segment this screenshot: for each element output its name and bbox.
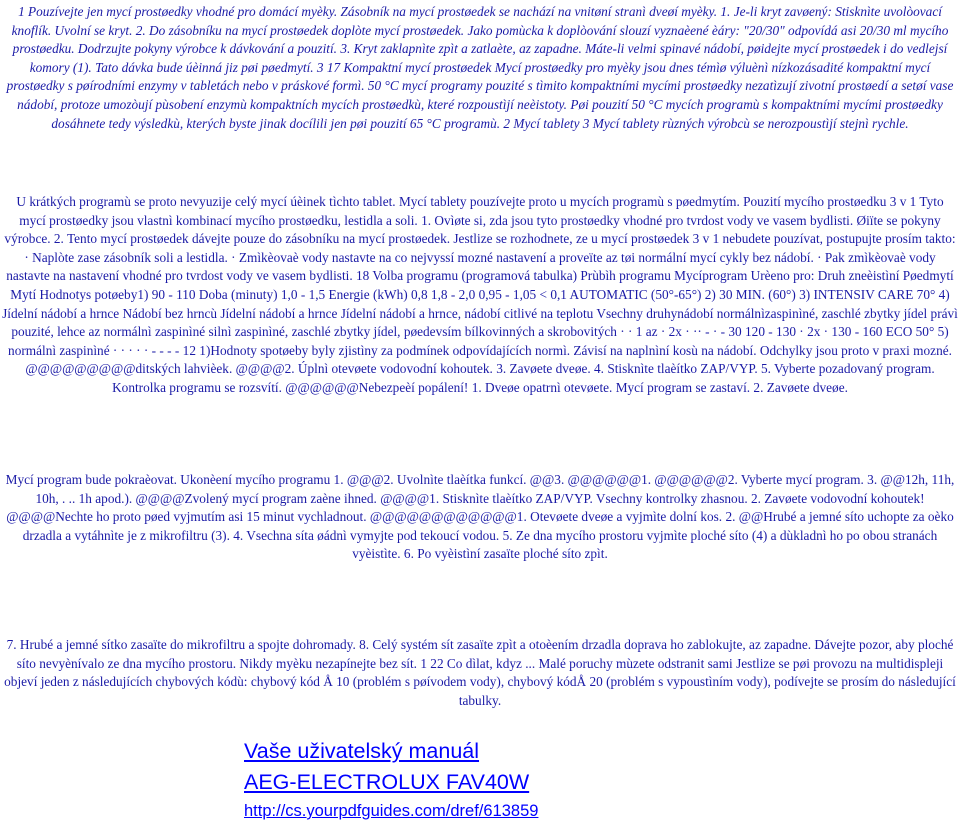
paragraph-filter-assembly-troubleshooting: 7. Hrubé a jemné sítko zasaïte do mikrofiltru a spojte dohromady. 8. Celý systém sít zasaïte zpìt a otoèením drzadla doprava ho zablokujte, az zapadne. Dávejte pozor, aby ploché síto nevyènívalo ze dna mycího prostoru. Nikdy myèku nezapínejte bez sít. 1 22 Co dìlat, kdyz ... Malé poruchy mùzete odstranit sami Jestlize se pøi provozu na multidispleji objeví jeden z následujících chybových kódù: chybový kód Å 10 (problém s pøívodem vody), chybový kódÅ 20 (problém s vypoustìním vody), podívejte se prosím do následující tabulky. <box>4 637 956 708</box>
url-link[interactable]: http://cs.yourpdfguides.com/dref/613859 <box>244 802 539 820</box>
paragraph-detergent-dispenser: 1 Pouzívejte jen mycí prostøedky vhodné pro domácí myèky. Zásobník na mycí prostøedek se nachází na vnitøní stranì dveøí myèky. 1. Je-li kryt zavøený: Stisknìte uvolòovací knoflík. Uvolní se kryt. 2. Do zásobníku na mycí prostøedek doplòte mycí prostøedek. Jako pomùcka k doplòování slouzí vyznaèené èáry: "20/30" odpovídá asi 20/30 ml mycího prostøedku. Dodrzujte pokyny výrobce k dávkování a pouzití. 3. Kryt zaklapnìte zpìt a zatlaète, az zapadne. Máte-li velmi spinavé nádobí, pøidejte mycí prostøedek i do vedlejsí komory (1). Tato dávka bude úèinná jiz pøi pøedmytí. 3 17 Kompaktní mycí prostøedek Mycí prostøedky pro myèky jsou dnes témìø výluènì nízkozásadité kompaktní mycí prostøedky s pøírodními enzymy v tabletách nebo v práskové formì. 50 °C mycí programy pouzité s tìmito kompaktními mycími prostøedky nezatìzují zivotní prostøedí a setøí vase nádobí, protoze umozòují pùsobení enzymù kompaktních mycích prostøedkù, které rozpoustìjí neèistoty. Pøi pouzití 50 °C mycích programù s kompaktními mycími prostøedky dosáhnete tedy výsledkù, kterých byste jinak docílili jen pøi pouzití 65 °C programù. 2 Mycí tablety 3 Mycí tablety rùzných výrobcù se nerozpoustìjí stejnì rychle. <box>6 4 954 131</box>
paragraph-program-end-and-filters: Mycí program bude pokraèovat. Ukonèení mycího programu 1. @@@2. Uvolnìte tlaèítka funkcí. @@3. @@@@@@1. @@@@@@2. Vyberte mycí program. 3. @@12h, 11h, 10h, . .. 1h apod.). @@@@Zvolený mycí program zaène ihned. @@@@1. Stisknìte tlaèítko ZAP/VYP. Vsechny kontrolky zhasnou. 2. Zavøete vodovodní kohoutek! @@@@Nechte ho proto pøed vyjmutím asi 15 minut vychladnout. @@@@@@@@@@@@1. Otevøete dveøe a vyjmìte dolní kos. 2. @@Hrubé a jemné síto uchopte za oèko drzadla a vytáhnìte je z mikrofiltru (3). 4. Vsechna síta øádnì vymyjte pod tekoucí vodou. 5. Ze dna mycího prostoru vyjmìte ploché síto (4) a dùkladnì ho po obou stranách vyèistìte. 6. Po vyèistìní zasaïte ploché síto zpìt. <box>5 472 955 562</box>
paragraph-program-table: U krátkých programù se proto nevyuzije celý mycí úèinek tìchto tablet. Mycí tablety pouzívejte proto u mycích programù s pøedmytím. Pouzití mycího prostøedku 3 v 1 Tyto mycí prostøedky jsou vlastnì kombinací mycího prostøedku, lestidla a soli. 1. Ovìøte si, zda jsou tyto prostøedky vhodné pro tvrdost vody ve vasem bydlisti. Øiïte se pokyny výrobce. 2. Tento mycí prostøedek dávejte pouze do zásobníku na mycí prostøedek. Jestlize se rozhodnete, ze u mycí prostøedek 3 v 1 nebudete pouzívat, postupujte prosím takto: · Naplòte zase zásobník soli a lestidla. · Zmìkèovaè vody nastavte na co nejvyssí mozné nastavení a proveïte az tøi normální mycí cykly bez nádobí. · Pak zmìkèovaè vody nastavte na nastavení vhodné pro tvrdost vody ve vasem bydlisti. 18 Volba programu (programová tabulka) Prùbìh programu Mycíprogram Urèeno pro: Druh zneèistìní Pøedmytí Mytí Hodnotys potøeby1) 90 - 110 Doba (minuty) 1,0 - 1,5 Energie (kWh) 0,8 1,8 - 2,0 0,95 - 1,05 < 0,1 AUTOMATIC (50°-65°) 2) 30 MIN. (60°) 3) INTENSIV CARE 70° 4) Jídelní nádobí a hrnce Nádobí bez hrncù Jídelní nádobí a hrnce Jídelní nádobí a hrnce, nádobí citlivé na teplotu Vsechny druhynádobí normálnìzaspinìné, zaschlé zbytky jídel právì pouzité, lehce az normálnì zaspinìné silnì zaspinìné, zaschlé zbytky jídel, pøedevsím bílkovinných a skrobovitých · · 1 az · 2x · ·· - · - 30 120 - 130 · 2x · 130 - 160 ECO 50° 5) normálnì zaspinìné · · · · · - - - - 12 1)Hodnoty spotøeby byly zjistìny za podmínek odpovídajících normì. Závisí na naplnìní kosù na nádobí. Odchylky jsou proto v praxi mozné. @@@@@@@@@ditských lahvièek. @@@@2. Úplnì otevøete vodovodní kohoutek. 3. Zavøete dveøe. 4. Stisknìte tlaèítko ZAP/VYP. 5. Vyberte pozadovaný program. Kontrolka programu se rozsvítí. @@@@@@Nebezpeèí popálení! 1. Dveøe opatrnì otevøete. Mycí program se zastaví. 2. Zavøete dveøe. <box>2 194 958 395</box>
manual-links <box>244 736 538 824</box>
model-link[interactable]: AEG-ELECTROLUX FAV40W <box>244 770 530 794</box>
manual-title-link[interactable]: Vaše uživatelský manuál <box>244 739 480 763</box>
